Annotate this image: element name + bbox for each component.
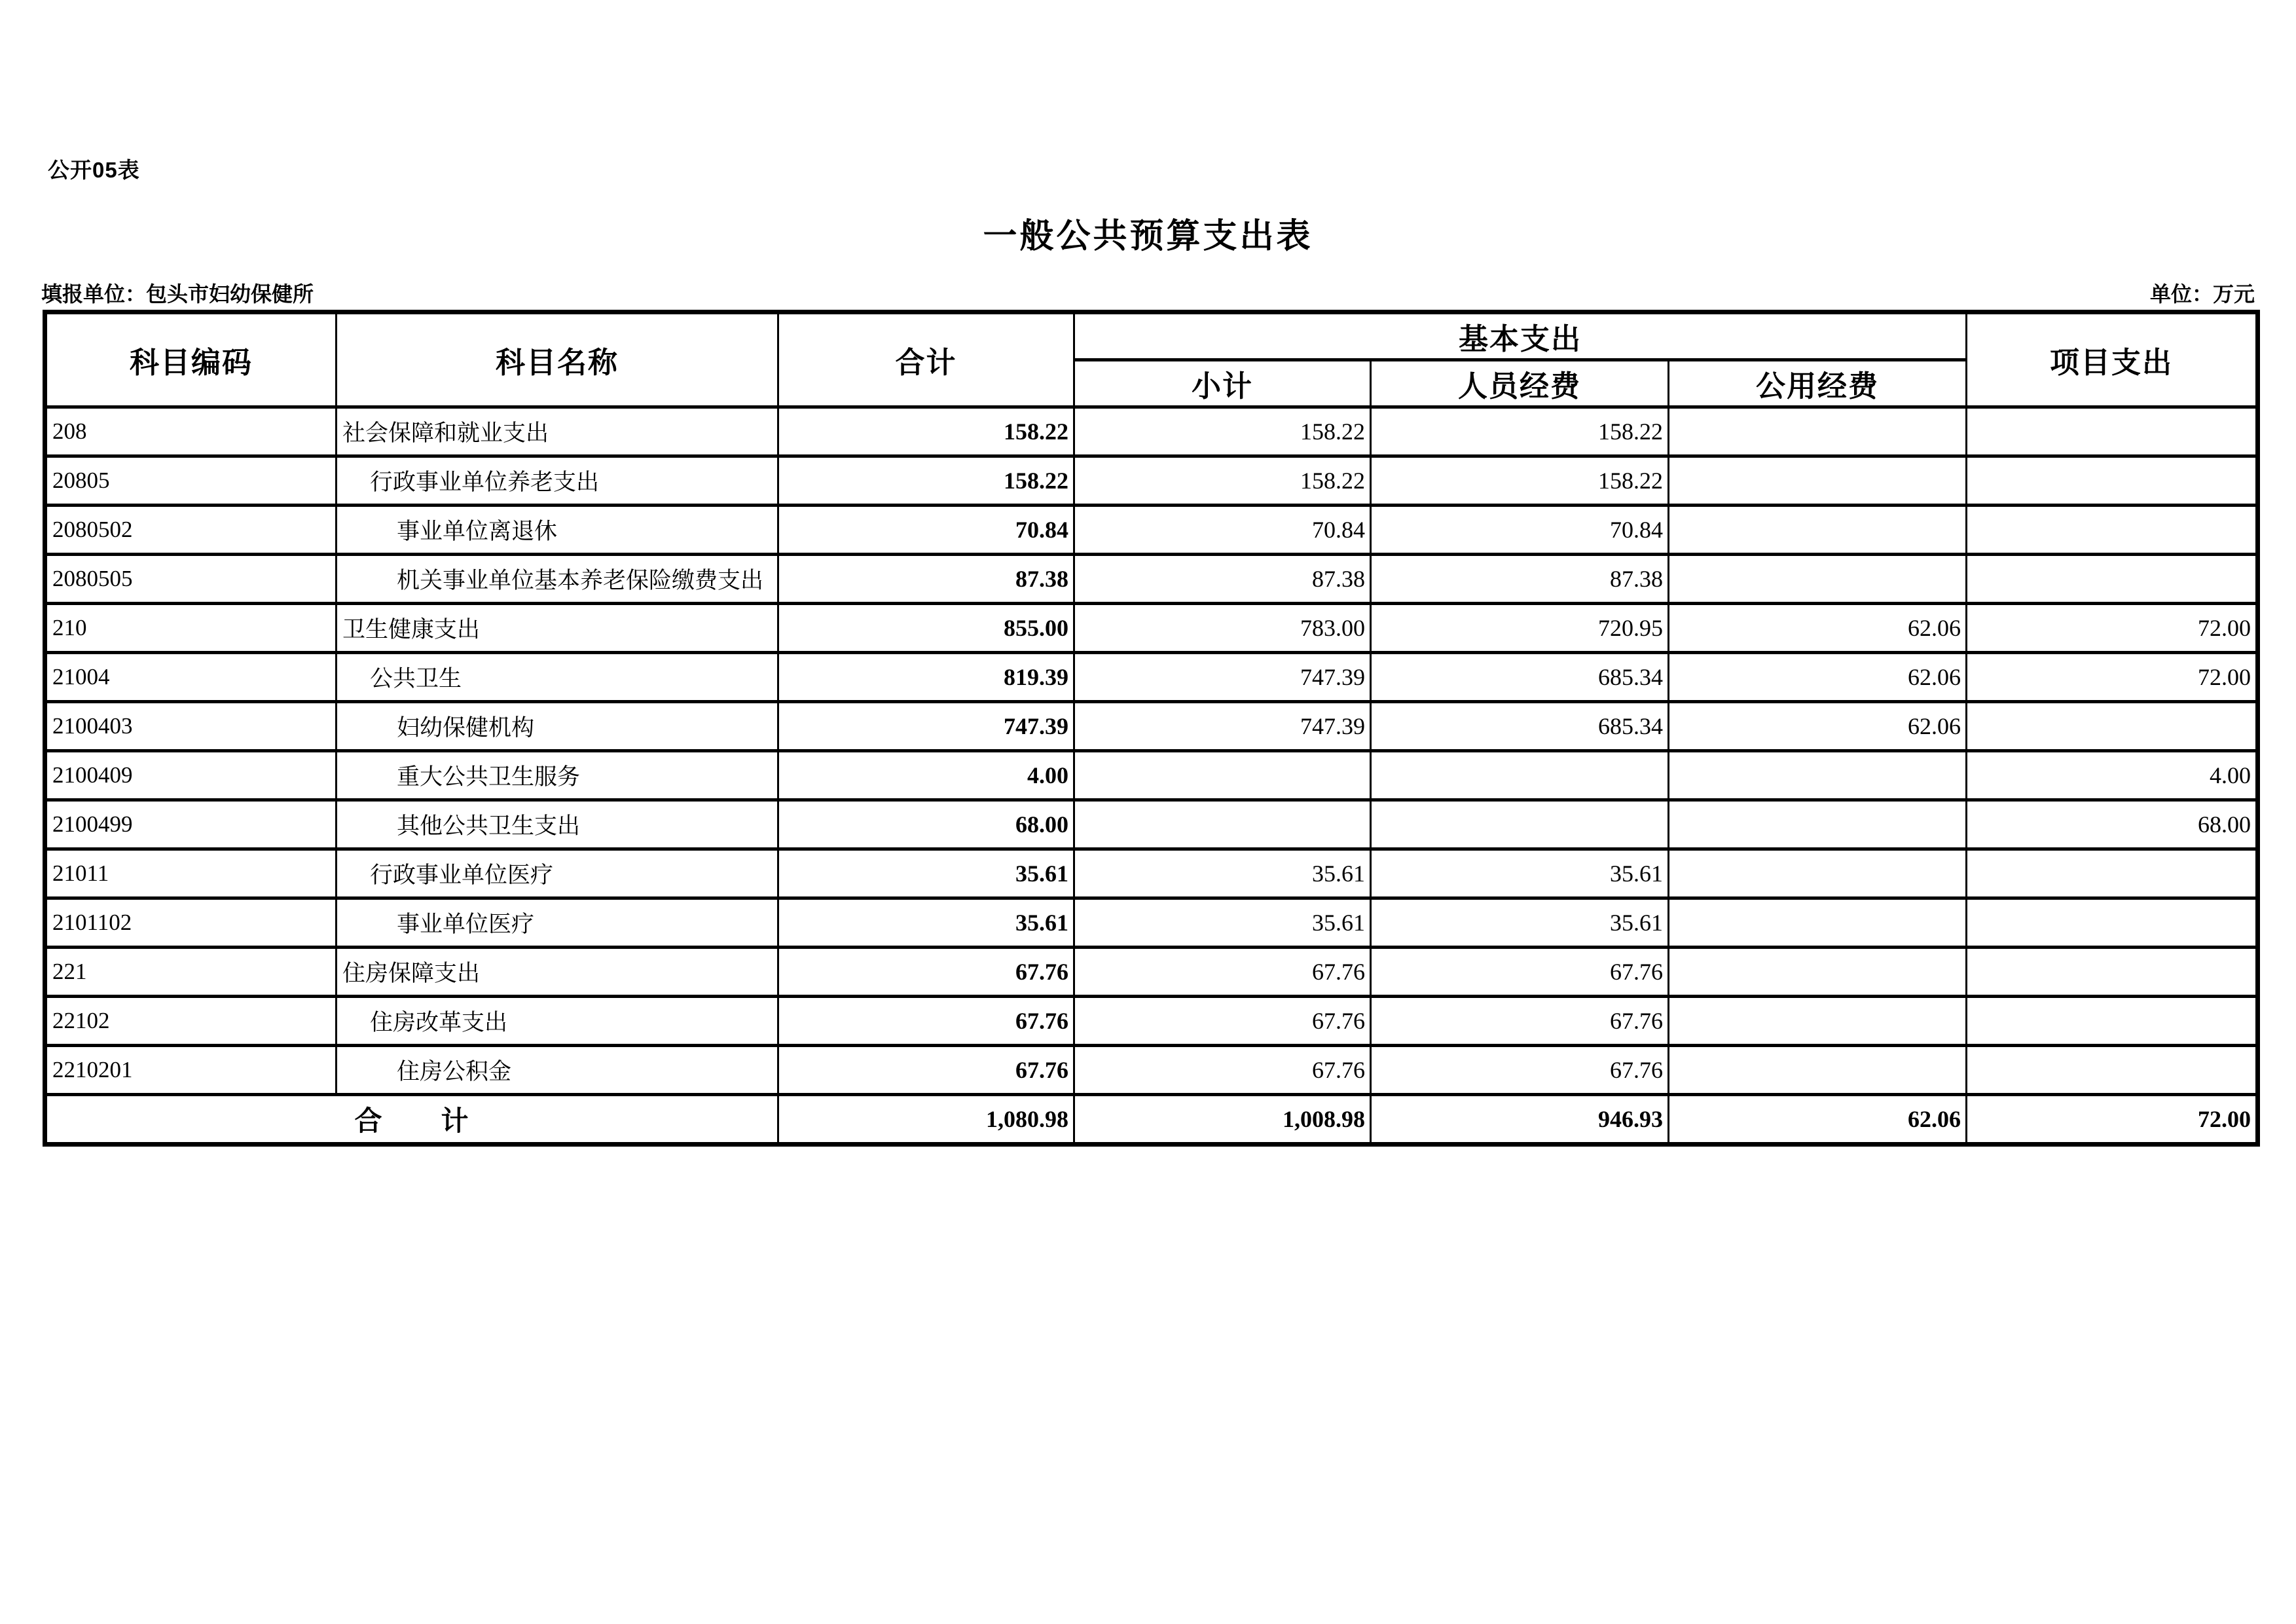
header-personnel-funds: 人员经费 bbox=[1371, 360, 1669, 407]
total-cell: 4.00 bbox=[778, 751, 1074, 800]
project-expenditure-cell: 4.00 bbox=[1967, 751, 2258, 800]
form-number-label: 公开05表 bbox=[48, 158, 140, 182]
subtotal-cell: 158.22 bbox=[1074, 456, 1371, 506]
project-expenditure-cell bbox=[1967, 948, 2258, 997]
total-cell: 158.22 bbox=[778, 456, 1074, 506]
public-funds-cell bbox=[1669, 948, 1967, 997]
header-subtotal: 小计 bbox=[1074, 360, 1371, 407]
subject-code-cell: 2100409 bbox=[45, 751, 337, 800]
subtotal-cell: 70.84 bbox=[1074, 506, 1371, 555]
subject-code-cell: 2101102 bbox=[45, 898, 337, 948]
public-funds-cell bbox=[1669, 555, 1967, 604]
subtotal-cell: 158.22 bbox=[1074, 407, 1371, 456]
public-funds-cell bbox=[1669, 407, 1967, 456]
public-funds-cell: 62.06 bbox=[1669, 702, 1967, 751]
total-cell: 70.84 bbox=[778, 506, 1074, 555]
subject-name-cell: 妇幼保健机构 bbox=[337, 702, 778, 751]
subject-code-cell: 208 bbox=[45, 407, 337, 456]
project-expenditure-cell bbox=[1967, 506, 2258, 555]
subject-code-cell: 2210201 bbox=[45, 1046, 337, 1095]
project-expenditure-cell: 72.00 bbox=[1967, 653, 2258, 702]
reporting-unit-label: 填报单位：包头市妇幼保健所 bbox=[41, 282, 314, 306]
subtotal-cell: 67.76 bbox=[1074, 997, 1371, 1046]
public-funds-cell: 62.06 bbox=[1669, 653, 1967, 702]
total-cell: 68.00 bbox=[778, 800, 1074, 849]
personnel-funds-cell: 720.95 bbox=[1371, 604, 1669, 653]
total-cell: 87.38 bbox=[778, 555, 1074, 604]
table-row bbox=[45, 997, 2258, 1046]
project-expenditure-cell bbox=[1967, 555, 2258, 604]
subject-code-cell: 210 bbox=[45, 604, 337, 653]
project-expenditure-cell: 68.00 bbox=[1967, 800, 2258, 849]
subject-name-cell: 机关事业单位基本养老保险缴费支出 bbox=[337, 555, 778, 604]
table-row bbox=[45, 948, 2258, 997]
personnel-funds-cell: 685.34 bbox=[1371, 653, 1669, 702]
subject-code-cell: 21011 bbox=[45, 849, 337, 898]
table-body bbox=[45, 407, 2258, 1095]
subtotal-cell: 67.76 bbox=[1074, 1046, 1371, 1095]
subject-name-cell: 卫生健康支出 bbox=[337, 604, 778, 653]
page-title: 一般公共预算支出表 bbox=[983, 218, 1313, 255]
subject-name-cell: 住房公积金 bbox=[337, 1046, 778, 1095]
subject-code-cell: 22102 bbox=[45, 997, 337, 1046]
grand-total-subtotal: 1,008.98 bbox=[1074, 1095, 1371, 1145]
subtotal-cell: 35.61 bbox=[1074, 898, 1371, 948]
header-public-funds: 公用经费 bbox=[1669, 360, 1967, 407]
table-row bbox=[45, 604, 2258, 653]
subject-code-cell: 2100499 bbox=[45, 800, 337, 849]
table-row bbox=[45, 702, 2258, 751]
public-funds-cell bbox=[1669, 456, 1967, 506]
personnel-funds-cell: 35.61 bbox=[1371, 849, 1669, 898]
public-funds-cell bbox=[1669, 997, 1967, 1046]
project-expenditure-cell bbox=[1967, 898, 2258, 948]
table-header bbox=[45, 312, 2258, 407]
project-expenditure-cell bbox=[1967, 849, 2258, 898]
grand-total-public-funds: 62.06 bbox=[1669, 1095, 1967, 1145]
table-row bbox=[45, 751, 2258, 800]
table-row bbox=[45, 1046, 2258, 1095]
public-funds-cell bbox=[1669, 849, 1967, 898]
subject-name-cell: 重大公共卫生服务 bbox=[337, 751, 778, 800]
total-cell: 67.76 bbox=[778, 997, 1074, 1046]
total-cell: 747.39 bbox=[778, 702, 1074, 751]
grand-total-label: 合 计 bbox=[45, 1095, 778, 1145]
subject-code-cell: 2100403 bbox=[45, 702, 337, 751]
header-project-expenditure: 项目支出 bbox=[1967, 312, 2258, 407]
project-expenditure-cell bbox=[1967, 1046, 2258, 1095]
public-funds-cell bbox=[1669, 1046, 1967, 1095]
public-funds-cell bbox=[1669, 506, 1967, 555]
subtotal-cell: 747.39 bbox=[1074, 702, 1371, 751]
subject-name-cell: 住房保障支出 bbox=[337, 948, 778, 997]
public-funds-cell bbox=[1669, 800, 1967, 849]
total-cell: 819.39 bbox=[778, 653, 1074, 702]
budget-expenditure-table bbox=[43, 310, 2260, 1147]
personnel-funds-cell bbox=[1371, 751, 1669, 800]
meta-row bbox=[41, 278, 2255, 308]
subject-code-cell: 20805 bbox=[45, 456, 337, 506]
table-row bbox=[45, 800, 2258, 849]
personnel-funds-cell: 67.76 bbox=[1371, 948, 1669, 997]
project-expenditure-cell bbox=[1967, 997, 2258, 1046]
project-expenditure-cell bbox=[1967, 407, 2258, 456]
subtotal-cell: 67.76 bbox=[1074, 948, 1371, 997]
table-row bbox=[45, 849, 2258, 898]
subject-name-cell: 事业单位医疗 bbox=[337, 898, 778, 948]
header-subject-name: 科目名称 bbox=[337, 312, 778, 407]
total-cell: 35.61 bbox=[778, 849, 1074, 898]
personnel-funds-cell: 87.38 bbox=[1371, 555, 1669, 604]
grand-total-personnel-funds: 946.93 bbox=[1371, 1095, 1669, 1145]
personnel-funds-cell: 70.84 bbox=[1371, 506, 1669, 555]
subject-name-cell: 行政事业单位医疗 bbox=[337, 849, 778, 898]
subtotal-cell: 35.61 bbox=[1074, 849, 1371, 898]
public-funds-cell bbox=[1669, 751, 1967, 800]
subject-name-cell: 住房改革支出 bbox=[337, 997, 778, 1046]
header-row-1 bbox=[45, 312, 2258, 360]
project-expenditure-cell: 72.00 bbox=[1967, 604, 2258, 653]
personnel-funds-cell: 67.76 bbox=[1371, 1046, 1669, 1095]
unit-label: 单位：万元 bbox=[2149, 282, 2255, 306]
subject-name-cell: 事业单位离退休 bbox=[337, 506, 778, 555]
total-cell: 67.76 bbox=[778, 948, 1074, 997]
grand-total-project-expenditure: 72.00 bbox=[1967, 1095, 2258, 1145]
subject-name-cell: 行政事业单位养老支出 bbox=[337, 456, 778, 506]
personnel-funds-cell: 685.34 bbox=[1371, 702, 1669, 751]
table-row bbox=[45, 898, 2258, 948]
table-row bbox=[45, 506, 2258, 555]
table-row bbox=[45, 456, 2258, 506]
header-subject-code: 科目编码 bbox=[45, 312, 337, 407]
table-footer bbox=[45, 1095, 2258, 1145]
project-expenditure-cell bbox=[1967, 456, 2258, 506]
total-cell: 158.22 bbox=[778, 407, 1074, 456]
subject-name-cell: 社会保障和就业支出 bbox=[337, 407, 778, 456]
public-funds-cell: 62.06 bbox=[1669, 604, 1967, 653]
total-cell: 855.00 bbox=[778, 604, 1074, 653]
total-cell: 35.61 bbox=[778, 898, 1074, 948]
table-row bbox=[45, 555, 2258, 604]
public-funds-cell bbox=[1669, 898, 1967, 948]
subject-code-cell: 2080505 bbox=[45, 555, 337, 604]
personnel-funds-cell: 158.22 bbox=[1371, 407, 1669, 456]
grand-total-row bbox=[45, 1095, 2258, 1145]
table-row bbox=[45, 653, 2258, 702]
subject-code-cell: 21004 bbox=[45, 653, 337, 702]
subtotal-cell: 783.00 bbox=[1074, 604, 1371, 653]
subtotal-cell bbox=[1074, 751, 1371, 800]
table-row bbox=[45, 407, 2258, 456]
personnel-funds-cell: 67.76 bbox=[1371, 997, 1669, 1046]
subtotal-cell bbox=[1074, 800, 1371, 849]
subject-code-cell: 221 bbox=[45, 948, 337, 997]
personnel-funds-cell: 158.22 bbox=[1371, 456, 1669, 506]
subtotal-cell: 87.38 bbox=[1074, 555, 1371, 604]
grand-total-amount: 1,080.98 bbox=[778, 1095, 1074, 1145]
header-total: 合计 bbox=[778, 312, 1074, 407]
total-cell: 67.76 bbox=[778, 1046, 1074, 1095]
personnel-funds-cell: 35.61 bbox=[1371, 898, 1669, 948]
header-basic-expenditure: 基本支出 bbox=[1074, 312, 1967, 360]
subtotal-cell: 747.39 bbox=[1074, 653, 1371, 702]
subject-code-cell: 2080502 bbox=[45, 506, 337, 555]
personnel-funds-cell bbox=[1371, 800, 1669, 849]
subject-name-cell: 其他公共卫生支出 bbox=[337, 800, 778, 849]
project-expenditure-cell bbox=[1967, 702, 2258, 751]
subject-name-cell: 公共卫生 bbox=[337, 653, 778, 702]
